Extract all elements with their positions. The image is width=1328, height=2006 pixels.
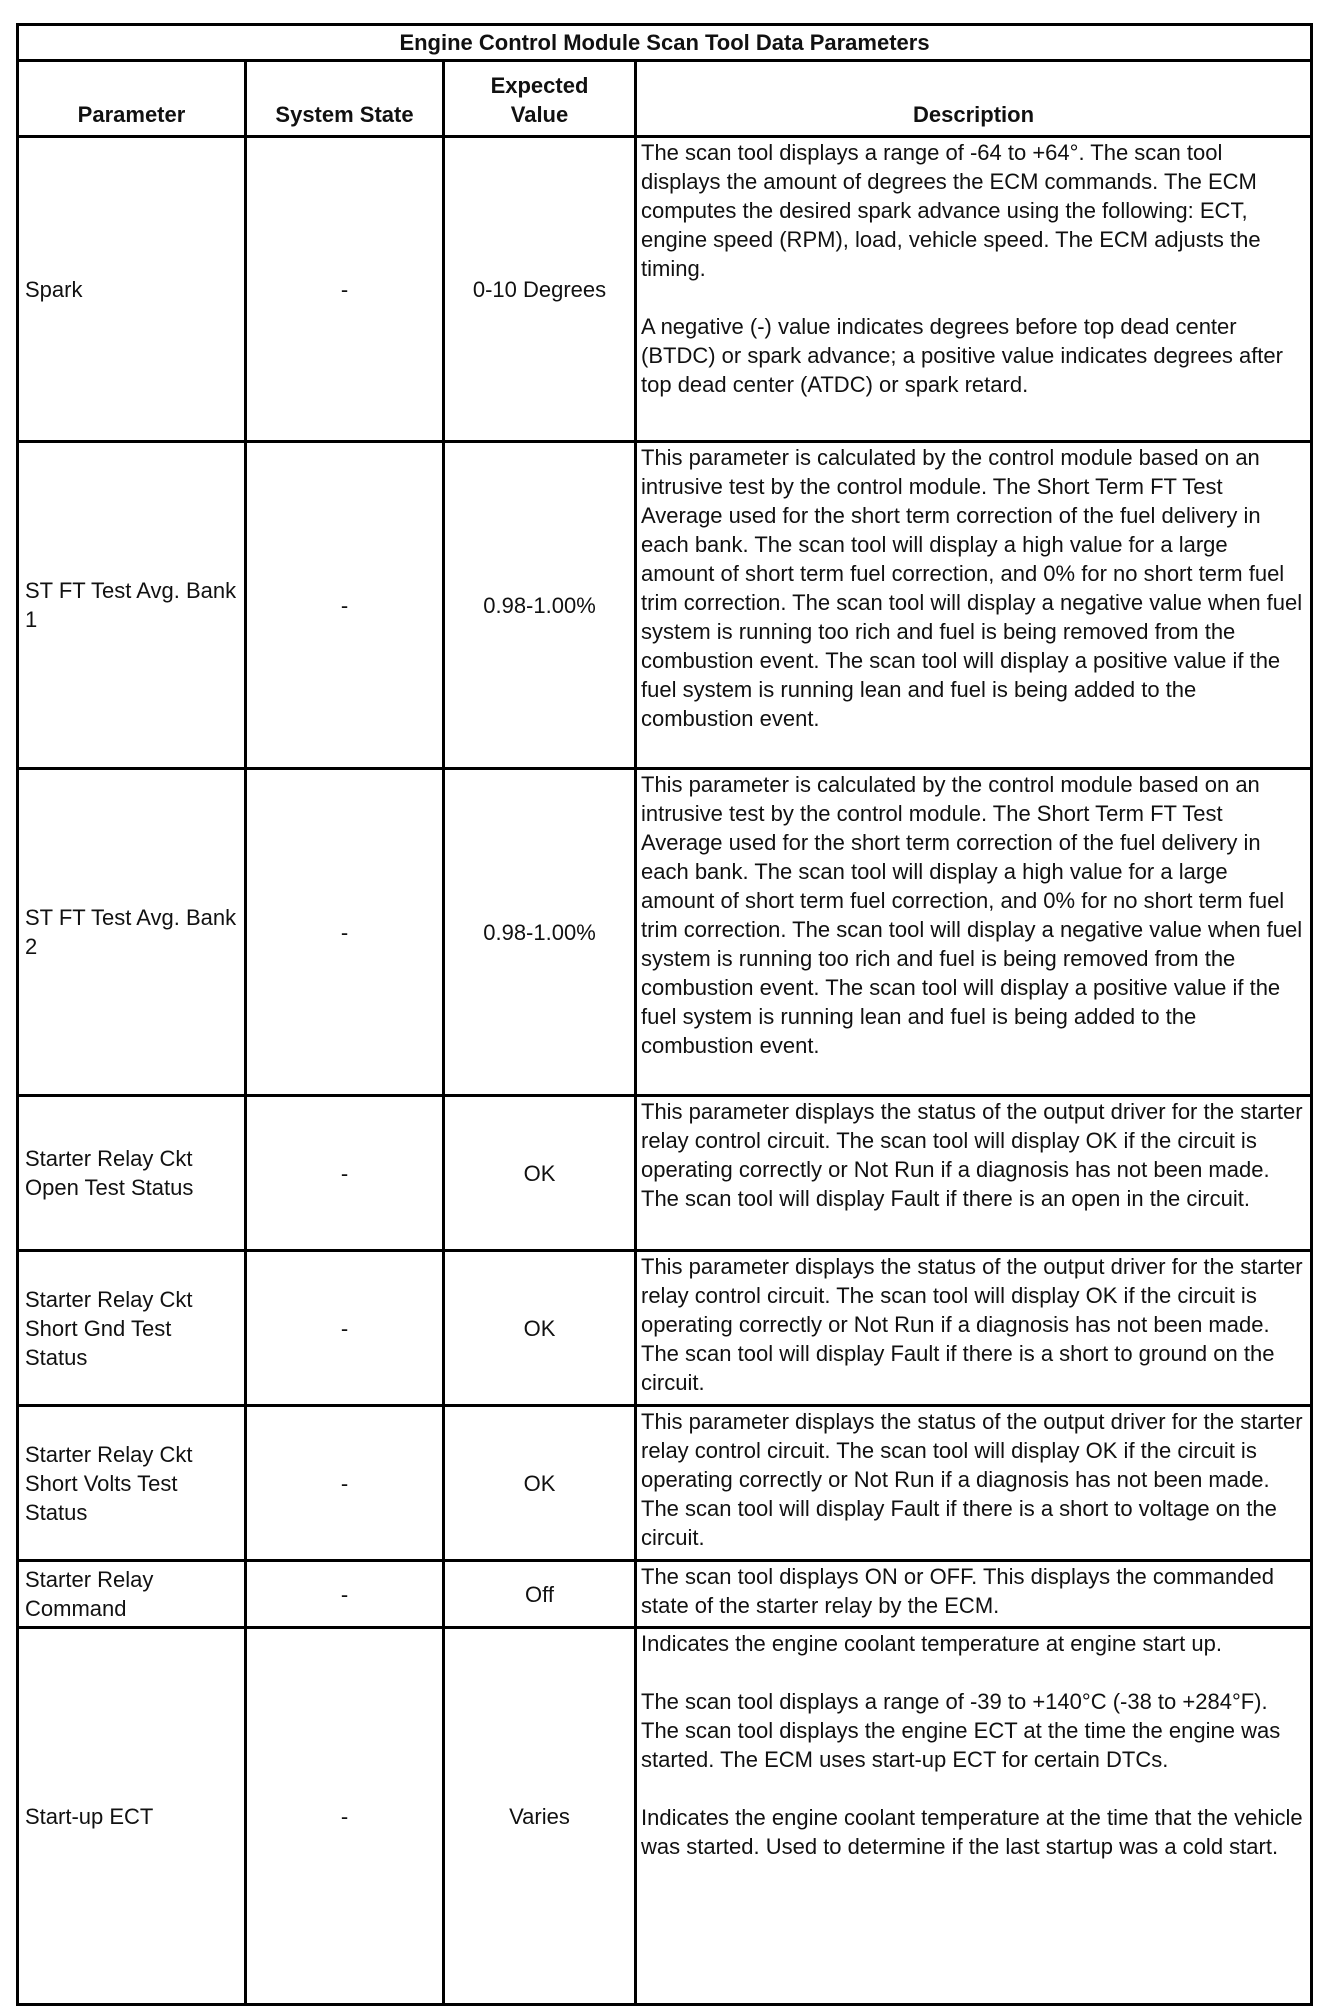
- row-parameter: Starter Relay Ckt Short Gnd Test Status: [18, 1251, 246, 1406]
- row-expected-value: OK: [444, 1096, 636, 1251]
- row-description-paragraph: This parameter is calculated by the control module based on an intrusive test by the control module. The Short Term FT Test Average used for the short term correction of the fuel delivery in each bank. The scan tool will display a high value for a large amount of short term fuel correction, and 0% for no short term fuel trim correction. The scan tool will display a negative value when fuel system is running too rich and fuel is being removed from the combustion event. The scan tool will display a positive value if the fuel system is running lean and fuel is being added to the combustion event.: [641, 445, 1303, 731]
- row-description-paragraph: Indicates the engine coolant temperature at the time that the vehicle was started. Used to determine if the last startup was a cold start.: [641, 1805, 1303, 1859]
- row-expected-value: 0.98-1.00%: [444, 769, 636, 1096]
- row-description-paragraph: The scan tool displays ON or OFF. This displays the commanded state of the starter relay by the ECM.: [641, 1564, 1274, 1618]
- row-expected-value: Off: [444, 1561, 636, 1628]
- table-row: [18, 137, 1312, 442]
- row-expected-value: Varies: [444, 1628, 636, 2005]
- row-system-state: -: [246, 1251, 444, 1406]
- row-system-state: -: [246, 1406, 444, 1561]
- row-description: [636, 769, 1312, 1096]
- row-description: [636, 1251, 1312, 1406]
- row-parameter: Starter Relay Ckt Short Volts Test Status: [18, 1406, 246, 1561]
- row-description: [636, 137, 1312, 442]
- row-system-state: -: [246, 769, 444, 1096]
- row-expected-value: 0.98-1.00%: [444, 442, 636, 769]
- table-row: [18, 1561, 1312, 1628]
- row-system-state: -: [246, 137, 444, 442]
- table-row: [18, 1096, 1312, 1251]
- row-parameter: Start-up ECT: [18, 1628, 246, 2005]
- header-system-state: System State: [246, 61, 444, 137]
- row-description: [636, 1096, 1312, 1251]
- header-parameter: Parameter: [18, 61, 246, 137]
- row-description: [636, 442, 1312, 769]
- row-description-paragraph: This parameter displays the status of the output driver for the starter relay control circuit. The scan tool will display OK if the circuit is operating correctly or Not Run if a diagnosis has not been made. The scan tool will display Fault if there is a short to voltage on the circuit.: [641, 1409, 1303, 1550]
- row-system-state: -: [246, 1096, 444, 1251]
- row-parameter: ST FT Test Avg. Bank 2: [18, 769, 246, 1096]
- table-row: [18, 1406, 1312, 1561]
- row-description-paragraph: Indicates the engine coolant temperature at engine start up.: [641, 1631, 1222, 1656]
- scan-tool-data-table: [16, 23, 1313, 2006]
- row-parameter: Starter Relay Command: [18, 1561, 246, 1628]
- table-row: [18, 1628, 1312, 2005]
- row-description-paragraph: The scan tool displays a range of -39 to +140°C (-38 to +284°F). The scan tool displays the engine ECT at the time the engine was started. The ECM uses start-up ECT for certain DTCs.: [641, 1689, 1281, 1772]
- row-system-state: -: [246, 442, 444, 769]
- row-system-state: -: [246, 1628, 444, 2005]
- row-description-paragraph: This parameter displays the status of the output driver for the starter relay control circuit. The scan tool will display OK if the circuit is operating correctly or Not Run if a diagnosis has not been made. The scan tool will display Fault if there is a short to ground on the circuit.: [641, 1254, 1303, 1395]
- table-header-row: [18, 61, 1312, 137]
- table-title-row: [18, 25, 1312, 61]
- row-expected-value: OK: [444, 1406, 636, 1561]
- table-title: Engine Control Module Scan Tool Data Parameters: [18, 25, 1312, 61]
- row-system-state: -: [246, 1561, 444, 1628]
- row-description-paragraph: This parameter displays the status of the output driver for the starter relay control circuit. The scan tool will display OK if the circuit is operating correctly or Not Run if a diagnosis has not been made. The scan tool will display Fault if there is an open in the circuit.: [641, 1099, 1303, 1211]
- row-description: [636, 1406, 1312, 1561]
- row-description-paragraph: A negative (-) value indicates degrees before top dead center (BTDC) or spark advance; a positive value indicates degrees after top dead center (ATDC) or spark retard.: [641, 314, 1283, 397]
- row-parameter: ST FT Test Avg. Bank 1: [18, 442, 246, 769]
- row-parameter: Spark: [18, 137, 246, 442]
- row-description: [636, 1628, 1312, 2005]
- row-description-paragraph: The scan tool displays a range of -64 to +64°. The scan tool displays the amount of degrees the ECM commands. The ECM computes the desired spark advance using the following: ECT, engine speed (RPM), load, vehicle speed. The ECM adjusts the timing.: [641, 140, 1261, 281]
- header-expected-value: Expected Value: [444, 61, 636, 137]
- row-expected-value: OK: [444, 1251, 636, 1406]
- header-description: Description: [636, 61, 1312, 137]
- table-row: [18, 442, 1312, 769]
- table-row: [18, 1251, 1312, 1406]
- row-description-paragraph: This parameter is calculated by the control module based on an intrusive test by the control module. The Short Term FT Test Average used for the short term correction of the fuel delivery in each bank. The scan tool will display a high value for a large amount of short term fuel correction, and 0% for no short term fuel trim correction. The scan tool will display a negative value when fuel system is running too rich and fuel is being removed from the combustion event. The scan tool will display a positive value if the fuel system is running lean and fuel is being added to the combustion event.: [641, 772, 1303, 1058]
- row-parameter: Starter Relay Ckt Open Test Status: [18, 1096, 246, 1251]
- row-expected-value: 0-10 Degrees: [444, 137, 636, 442]
- row-description: [636, 1561, 1312, 1628]
- table-row: [18, 769, 1312, 1096]
